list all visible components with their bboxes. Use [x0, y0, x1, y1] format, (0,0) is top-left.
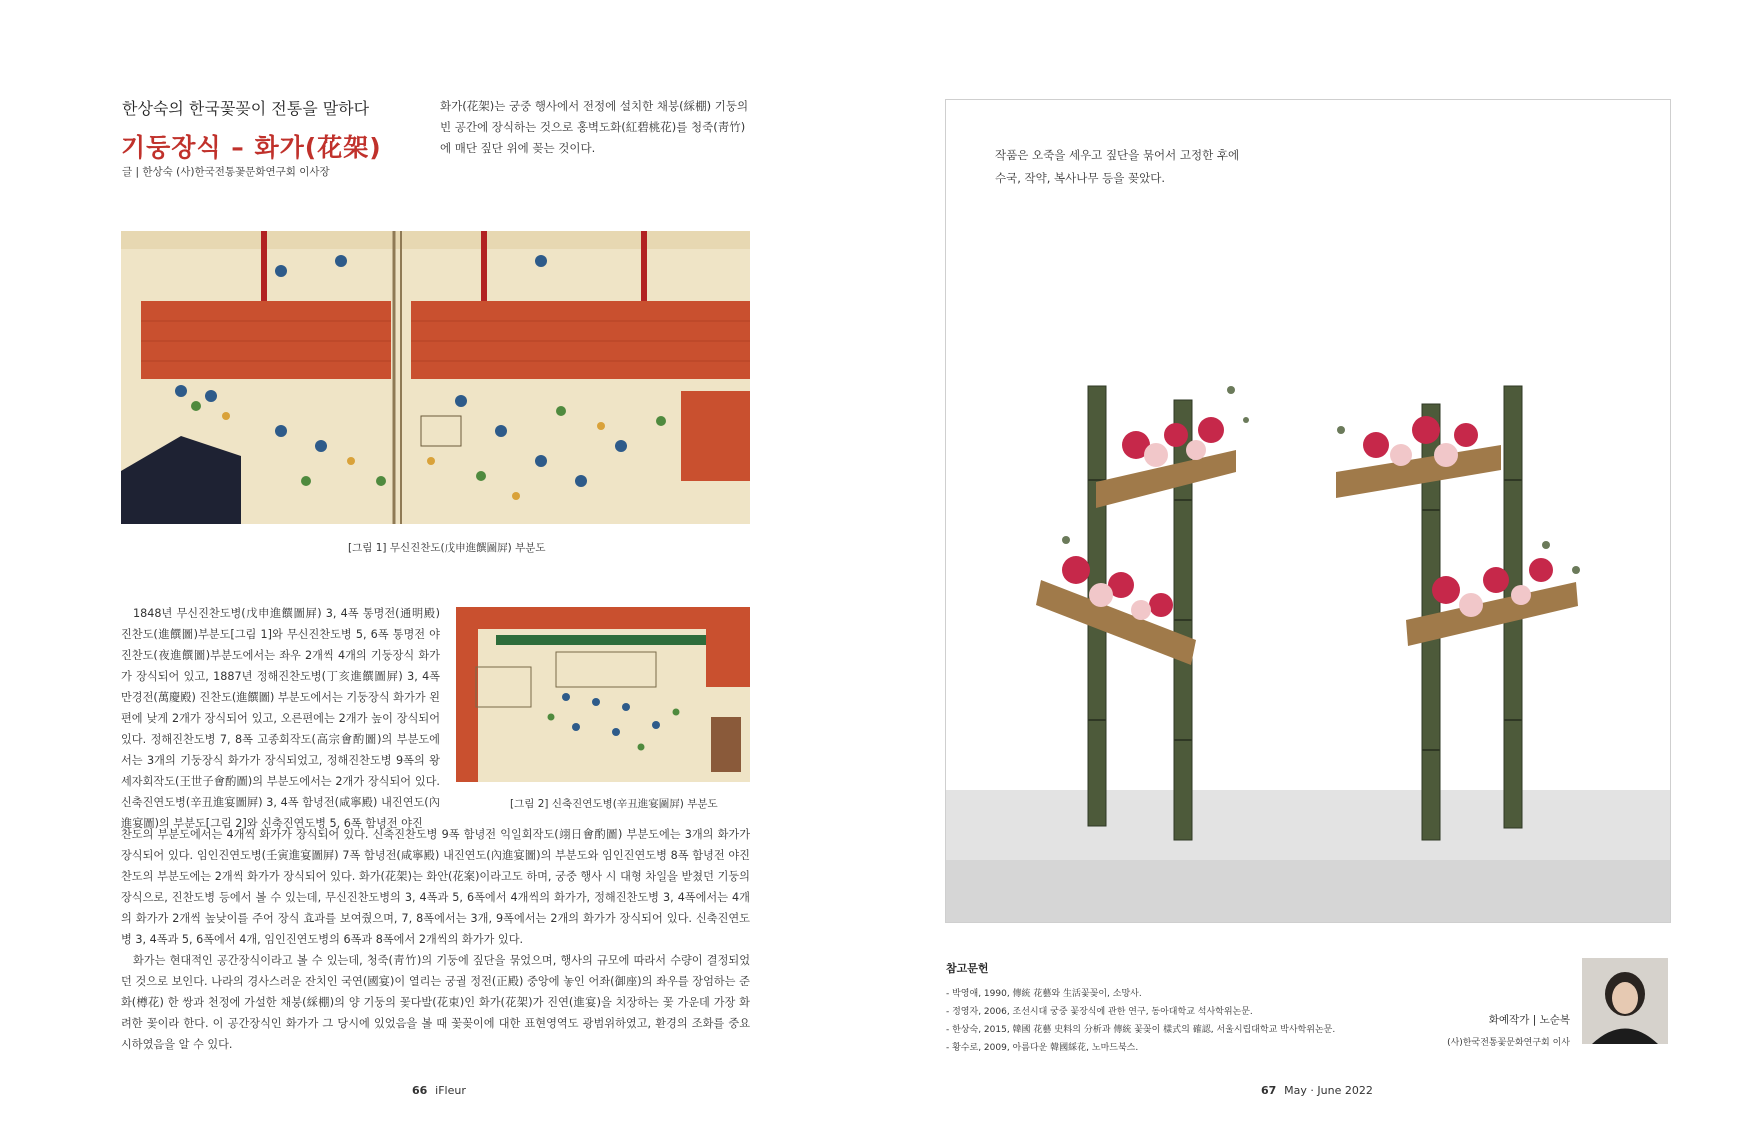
figure-1-painting — [121, 231, 750, 524]
reference-item: - 박영애, 1990, 傳統 花藝와 生活꽃꽂이, 소망사. — [946, 989, 1142, 999]
author-portrait — [1582, 958, 1668, 1044]
author-role: 화예작가 | 노순복 — [1488, 1014, 1570, 1026]
intro-text: 화가(花架)는 궁중 행사에서 전정에 설치한 채붕(綵棚) 기둥의 빈 공간에 장식하는 것으로 홍벽도화(紅碧桃花)를 청죽(靑竹)에 매단 짚단 위에 꽂는 것이다. — [440, 99, 749, 155]
series-title: 한상숙의 한국꽃꽂이 전통을 말하다 — [122, 99, 370, 118]
photo-text-line-1: 작품은 오죽을 세우고 짚단을 묶어서 고정한 후에 — [995, 148, 1240, 162]
bamboo-flower-installation — [946, 100, 1670, 922]
figure-2-caption: [그림 2] 신축진연도병(辛丑進宴圖屛) 부분도 — [510, 798, 718, 810]
figure-1-caption: [그림 1] 무신진찬도(戊申進饌圖屛) 부분도 — [348, 542, 546, 554]
reference-item: - 한상숙, 2015, 韓國 花藝 史料의 分析과 傳統 꽃꽂이 樣式의 確認, 서울시립대학교 박사학위논문. — [946, 1025, 1336, 1035]
left-folio — [412, 1084, 466, 1097]
body-paragraph-1-start: 1848년 무신진찬도병(戊申進饌圖屛) 3, 4폭 통명전(通明殿) 진찬도(進饌圖)부분도[그림 1]와 무신진찬도병 5, 6폭 통명전 야진찬도(夜進饌圖)부분도에서는 좌우 2개씩 4개의 기둥장식 화가가 장식되어 있고, 1887년 정해진찬도병(丁亥進饌圖屛) 3, 4폭 만경전(萬慶殿) 진찬도(進饌圖) 부분도에서는 기둥장식 화가가 왼편에 낮게 2개가 장식되어 있고, 오른편에는 2개가 높이 장식되어 있다. 정해진찬도병 7, 8폭 고종회작도(高宗會酌圖)의 부분도에서는 3개의 기둥장식 화가가 장식되었고, 정해진찬도병 9폭의 왕세자회작도(王世子會酌圖)의 부분도에서는 2개가 장식되어 있다. 신축진연도병(辛丑進宴圖屛) 3, 4폭 함녕전(咸寧殿) 내진연도(內進宴圖)의 부분도[그림 2]와 신축진연도병 5, 6폭 함녕전 야진 — [121, 607, 440, 830]
article-title: 기둥장식 – 화가(花架) — [121, 133, 382, 162]
reference-item: - 정영자, 2006, 조선시대 궁중 꽃장식에 관한 연구, 동아대학교 석사학위논문. — [946, 1007, 1253, 1017]
body-paragraph-2: 화가는 현대적인 공간장식이라고 볼 수 있는데, 청죽(靑竹)의 기둥에 짚단을 묶었으며, 행사의 규모에 따라서 수량이 결정되었던 것으로 보인다. 나라의 경사스러운 잔치인 국연(國宴)이 열리는 궁궐 정전(正殿) 중앙에 놓인 어좌(御座)의 좌우를 장엄하는 준화(樽花) 한 쌍과 천정에 가설한 채붕(綵棚)의 양 기둥의 꽃다발(花束)인 화가(花架)가 진연(進宴)을 치장하는 꽃 가운데 가장 화려한 꽃이라 한다. 이 공간장식인 화가가 그 당시에 있었음을 볼 때 꽃꽂이에 대한 표현영역도 광범위하였고, 환경의 조화를 중요시하였음을 알 수 있다. — [121, 954, 750, 1051]
author-photo — [1582, 958, 1668, 1044]
issue-date: May · June 2022 — [1284, 1084, 1373, 1097]
byline: 글 | 한상숙 (사)한국전통꽃문화연구회 이사장 — [122, 166, 330, 178]
figure-2-painting — [456, 607, 750, 782]
magazine-name: iFleur — [435, 1084, 466, 1097]
references-list — [946, 985, 1335, 1057]
right-page-number: 67 — [1261, 1084, 1277, 1097]
body-text-wrapped — [121, 603, 440, 834]
photo-text-line-2: 수국, 작약, 복사나무 등을 꽂았다. — [995, 171, 1166, 185]
reference-item: - 황수로, 2009, 아름다운 韓國綵花, 노마드북스. — [946, 1043, 1139, 1053]
palace-banquet-painting — [121, 231, 750, 524]
palace-courtyard-painting — [456, 607, 750, 782]
body-paragraph-1-cont: 찬도의 부분도에서는 4개씩 화가가 장식되어 있다. 신축진찬도병 9폭 함녕전 익일회작도(翊日會酌圖) 부분도에는 3개의 화가가 장식되어 있다. 임인진연도병(壬寅進宴圖屛) 7폭 함녕전(咸寧殿) 내진연도(內進宴圖)의 부분도와 임인진연도병 8폭 함녕전 야진찬도의 부분도에는 2개씩 화가가 장식되어 있다. 화가(花架)는 화안(花案)이라고도 하며, 궁중 행사 시 대형 차일을 받쳤던 기둥의 장식으로, 진찬도병 등에서 볼 수 있는데, 무신진찬도병의 3, 4폭과 5, 6폭에서 4개씩의 화가가, 정해진찬도병 3, 4폭에서는 4개의 화가가 2개씩 높낮이를 주어 장식 효과를 보여줬으며, 7, 8폭에서는 3개, 9폭에서는 2개의 화가가 장식되어 있다. 신축진연도병 3, 4폭과 5, 6폭에서 4개, 임인진연도병의 6폭과 8폭에서 2개씩의 화가가 있다. — [121, 828, 750, 946]
body-text-full-width — [121, 824, 750, 1055]
photo-description — [995, 144, 1315, 190]
right-folio — [1261, 1084, 1373, 1097]
author-organization: (사)한국전통꽃문화연구회 이사 — [1447, 1038, 1570, 1048]
references-title: 참고문헌 — [946, 962, 989, 975]
flower-arrangement-photo — [945, 99, 1671, 923]
left-page-number: 66 — [412, 1084, 428, 1097]
